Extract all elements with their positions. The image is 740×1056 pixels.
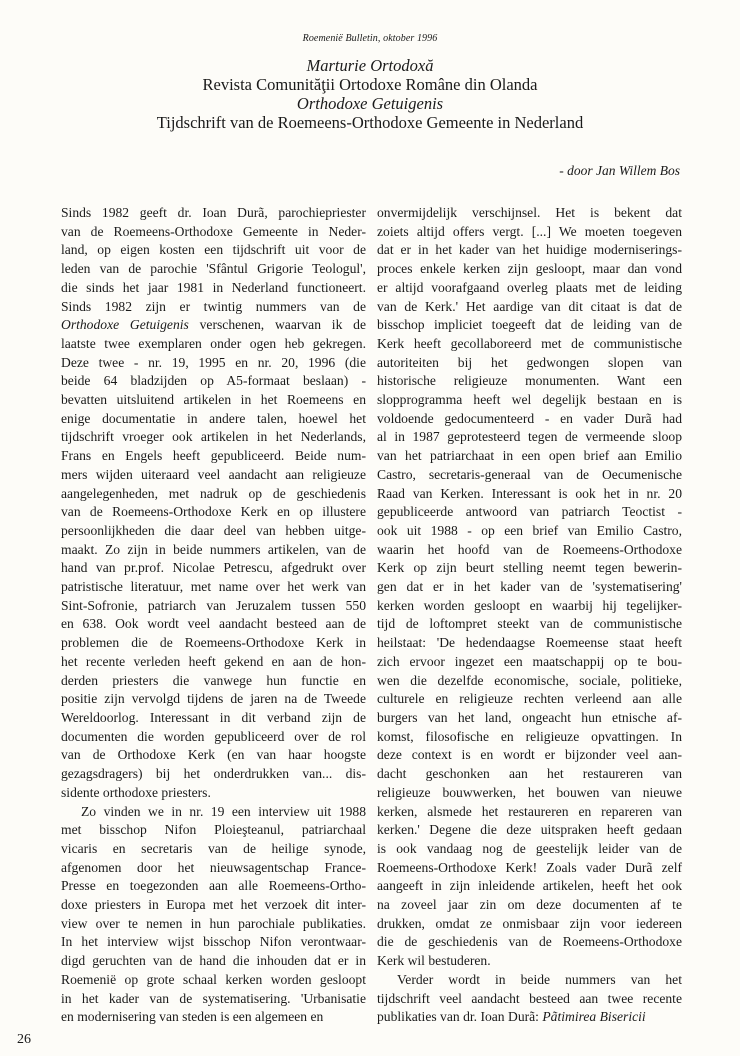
text-line: zoiets altijd offers vergt. [...] We moeten toegeven — [377, 223, 682, 239]
text-line: Raad van Kerken. Interessant is ook het in nr. 20 — [377, 485, 682, 501]
title-line-2: Revista Comunităţii Ortodoxe Române din Olanda — [202, 75, 538, 94]
text-line: waarin het hoofd van de Roemeens-Orthodoxe — [377, 541, 682, 557]
text-line: aangeeft in zijn inleidende artikelen, heeft het ook — [377, 878, 682, 894]
text-line: persoonlijkheden die daar deel van hebben uitge- — [61, 522, 366, 538]
left-column — [61, 204, 366, 1027]
text-line: van de Orthodoxe Kerk (en van haar hoogste — [61, 747, 366, 763]
text-line: voldoende gedocumenteerd - en vader Durã had — [377, 410, 682, 426]
text-line: heilstaat: 'De hedendaagse Roemeense staat heeft — [377, 635, 682, 651]
text-line: derden priesters die vanwege hun functie en — [61, 672, 366, 688]
text-line: Roemenië op grote schaal kerken worden gesloopt — [61, 971, 366, 987]
text-line: problemen die de Roemeens-Orthodoxe Kerk in — [61, 635, 366, 651]
text-line: digd geruchten van de hand die inhouden dat er in — [61, 953, 366, 969]
text-line: aangelegenheden, met nadruk op de geschiedenis — [61, 485, 366, 501]
text-line: tijdschrift veel aandacht besteed aan twee recente — [377, 990, 682, 1006]
text-line: hand van pr.prof. Nicolae Petrescu, afgedrukt over — [61, 560, 366, 576]
text-line: beide 64 bladzijden op A5-formaat beslaan) - — [61, 373, 366, 389]
text-line: van het patriarchaat in een open brief aan Emilio — [377, 448, 682, 464]
text-line: Presse en toegezonden aan alle Roemeens-Ortho- — [61, 878, 366, 894]
text-line: enige documentatie in andere talen, hoewel het — [61, 410, 366, 426]
text-line: is ook vandaag nog de geestelijk leider van de — [377, 840, 682, 856]
text-line: er altijd voorafgaand overleg plaats met de leiding — [377, 279, 682, 295]
text-line: positie zijn vervolgd tijdens de jaren na de Tweede — [61, 691, 366, 707]
text-line: Kerk heeft gecollaboreerd met de communistische — [377, 335, 682, 351]
text-line: mers wijden uiteraard veel aandacht aan religieuze — [61, 466, 366, 482]
text-line: die sinds het jaar 1981 in Nederland functioneert. — [61, 279, 366, 295]
page-number: 26 — [17, 1032, 31, 1047]
right-column — [377, 204, 682, 1027]
title-line-4: Tijdschrift van de Roemeens-Orthodoxe Gemeente in Nederland — [156, 113, 584, 132]
text-line: bisschop impliciet toegeeft dat de leiding van de — [377, 317, 682, 333]
text-line: die de geschiedenis van de Roemeens-Orthodoxe — [377, 934, 682, 950]
text-line: laatste twee exemplaren onder ogen heb gekregen. — [61, 335, 366, 351]
text-line: Verder wordt in beide nummers van het — [397, 971, 682, 987]
text-line: Sinds 1982 geeft dr. Ioan Durã, parochiepriester — [61, 205, 366, 220]
text-line: burgers van het land, ongeacht hun etnische af- — [377, 709, 682, 725]
running-header: Roemenië Bulletin, oktober 1996 — [302, 33, 438, 44]
text-line: In het interview wijst bisschop Nifon verontwaar- — [61, 934, 366, 950]
text-line: dat er in het kader van het huidige moderniserings- — [377, 242, 682, 258]
text-line: autoriteiten bij het gedwongen slopen van — [377, 354, 682, 370]
text-line: Deze twee - nr. 19, 1995 en nr. 20, 1996 (die — [61, 354, 366, 370]
text-line: na zoveel jaar zin om deze documenten af te — [377, 897, 682, 913]
text-line: Castro, secretaris-generaal van de Oecumenische — [377, 466, 682, 482]
text-line: afgenomen door het nieuwsagentschap France- — [61, 859, 366, 875]
text-line: Orthodoxe Getuigenis verschenen, waarvan ik de — [61, 317, 367, 333]
text-line: van de Roemeens-Orthodoxe Gemeente in Neder- — [61, 223, 366, 239]
text-line: documenten die worden gepubliceerd over de rol — [61, 728, 366, 744]
text-line: ook uit 1988 - op een brief van Emilio Castro, — [377, 522, 682, 538]
text-line: gen dat er in het kader van de 'systematisering' — [377, 579, 682, 595]
text-line: Sint-Sofronie, patriarch van Jeruzalem tussen 550 — [61, 597, 366, 613]
text-line: al in 1987 geprotesteerd tegen de vermeende sloop — [377, 429, 682, 445]
text-line: Kerk wil bestuderen. — [377, 953, 491, 969]
title-line-3: Orthodoxe Getuigenis — [296, 94, 444, 113]
text-line: van de Roemeens-Orthodoxe Kerk en op illustere — [61, 504, 366, 520]
title-line-1: Marturie Ortodoxă — [306, 56, 434, 75]
text-line: Roemeens-Orthodoxe Kerk! Zoals vader Durã zelf — [377, 859, 682, 875]
text-line: sidente orthodoxe priesters. — [61, 784, 211, 800]
text-line: zich ervoor ingezet een maatschappij op te bou- — [377, 653, 682, 669]
author-byline: - door Jan Willem Bos — [559, 163, 680, 178]
text-line: doxe priesters in Europa met het verzoek dit inter- — [61, 897, 366, 913]
text-line: drukken, omdat ze onmisbaar zijn voor iedereen — [377, 915, 682, 931]
text-line: kerken worden gesloopt en waarbij hij tegelijker- — [377, 597, 682, 613]
text-line: gezagsdragers) bij het onderdrukken van... dis- — [61, 766, 366, 782]
text-line: wen die dezelfde economische, sociale, politieke, — [377, 672, 682, 688]
text-line: in het kader van de systematisering. 'Urbanisatie — [61, 990, 366, 1006]
text-line: met bisschop Nifon Ploieşteanul, patriarchaal — [61, 822, 366, 838]
text-line: kerken.' Degene die deze uitspraken heeft gedaan — [377, 822, 682, 838]
article-title-block — [0, 56, 740, 132]
text-line: religieuze bouwwerken, het bouwen van nieuwe — [377, 784, 682, 800]
text-line: dacht geschonken aan het restaureren van — [377, 766, 682, 782]
text-line: tijdschrift vroeger ook artikelen in het Nederlands, — [61, 429, 366, 445]
text-line: vicaris en secretaris van de heilige synode, — [61, 840, 366, 856]
text-line: Kerk op zijn beurt stelling neemt tegen bewerin- — [377, 560, 682, 576]
text-line: en 638. Ook wordt veel aandacht besteed aan de — [61, 616, 366, 632]
text-line: maakt. Zo zijn in beide nummers artikelen, van de — [61, 541, 366, 557]
text-line: Sinds 1982 zijn er twintig nummers van de — [61, 298, 366, 314]
text-line: het recente verleden heeft gekend en aan de hon- — [61, 653, 366, 669]
text-line: view over te nemen in hun parochiale publikaties. — [61, 915, 366, 931]
text-line: leden van de parochie 'Sfântul Grigorie Teologul', — [61, 261, 366, 277]
text-line: tijd de loftompret steekt van de communistische — [377, 616, 682, 632]
text-line: historische religieuze monumenten. Want een — [377, 373, 682, 389]
text-line: Frans en Engels heeft gepubliceerd. Beide num- — [61, 448, 366, 464]
text-line: van de Kerk.' Het aardige van dit citaat is dat de — [377, 298, 682, 314]
text-line: gepubliceerde antwoord van patriarch Teoctist - — [377, 504, 682, 520]
text-line: onvermijdelijk verschijnsel. Het is bekent dat — [377, 205, 682, 220]
text-line: bevatten uitsluitend artikelen in het Roemeens en — [61, 392, 366, 408]
text-line: kerken, alsmede het restaureren en repareren van — [377, 803, 682, 819]
text-line: deze context is en wordt er bijzonder veel aan- — [377, 747, 682, 763]
text-line: patristische literatuur, met name over het werk van — [61, 579, 366, 595]
text-line: publikaties van dr. Ioan Durã: Pãtimirea Bisericii — [377, 1009, 646, 1025]
text-line: Wereldoorlog. Interessant in dit verband zijn de — [61, 709, 366, 725]
text-line: en modernisering van steden is een algemeen en — [61, 1009, 324, 1025]
text-line: culturele en religieuze rechten verleend aan alle — [377, 691, 682, 707]
text-line: Zo vinden we in nr. 19 een interview uit 1988 — [81, 803, 366, 819]
text-line: komst, filosofische en religieuze opvattingen. In — [377, 728, 682, 744]
text-line: proces enkele kerken zijn gesloopt, maar dan vond — [377, 261, 682, 277]
text-line: land, op eigen kosten een tijdschrift uit voor de — [61, 242, 366, 258]
text-line: slopprogramma heeft wel degelijk bestaan en is — [377, 392, 682, 408]
